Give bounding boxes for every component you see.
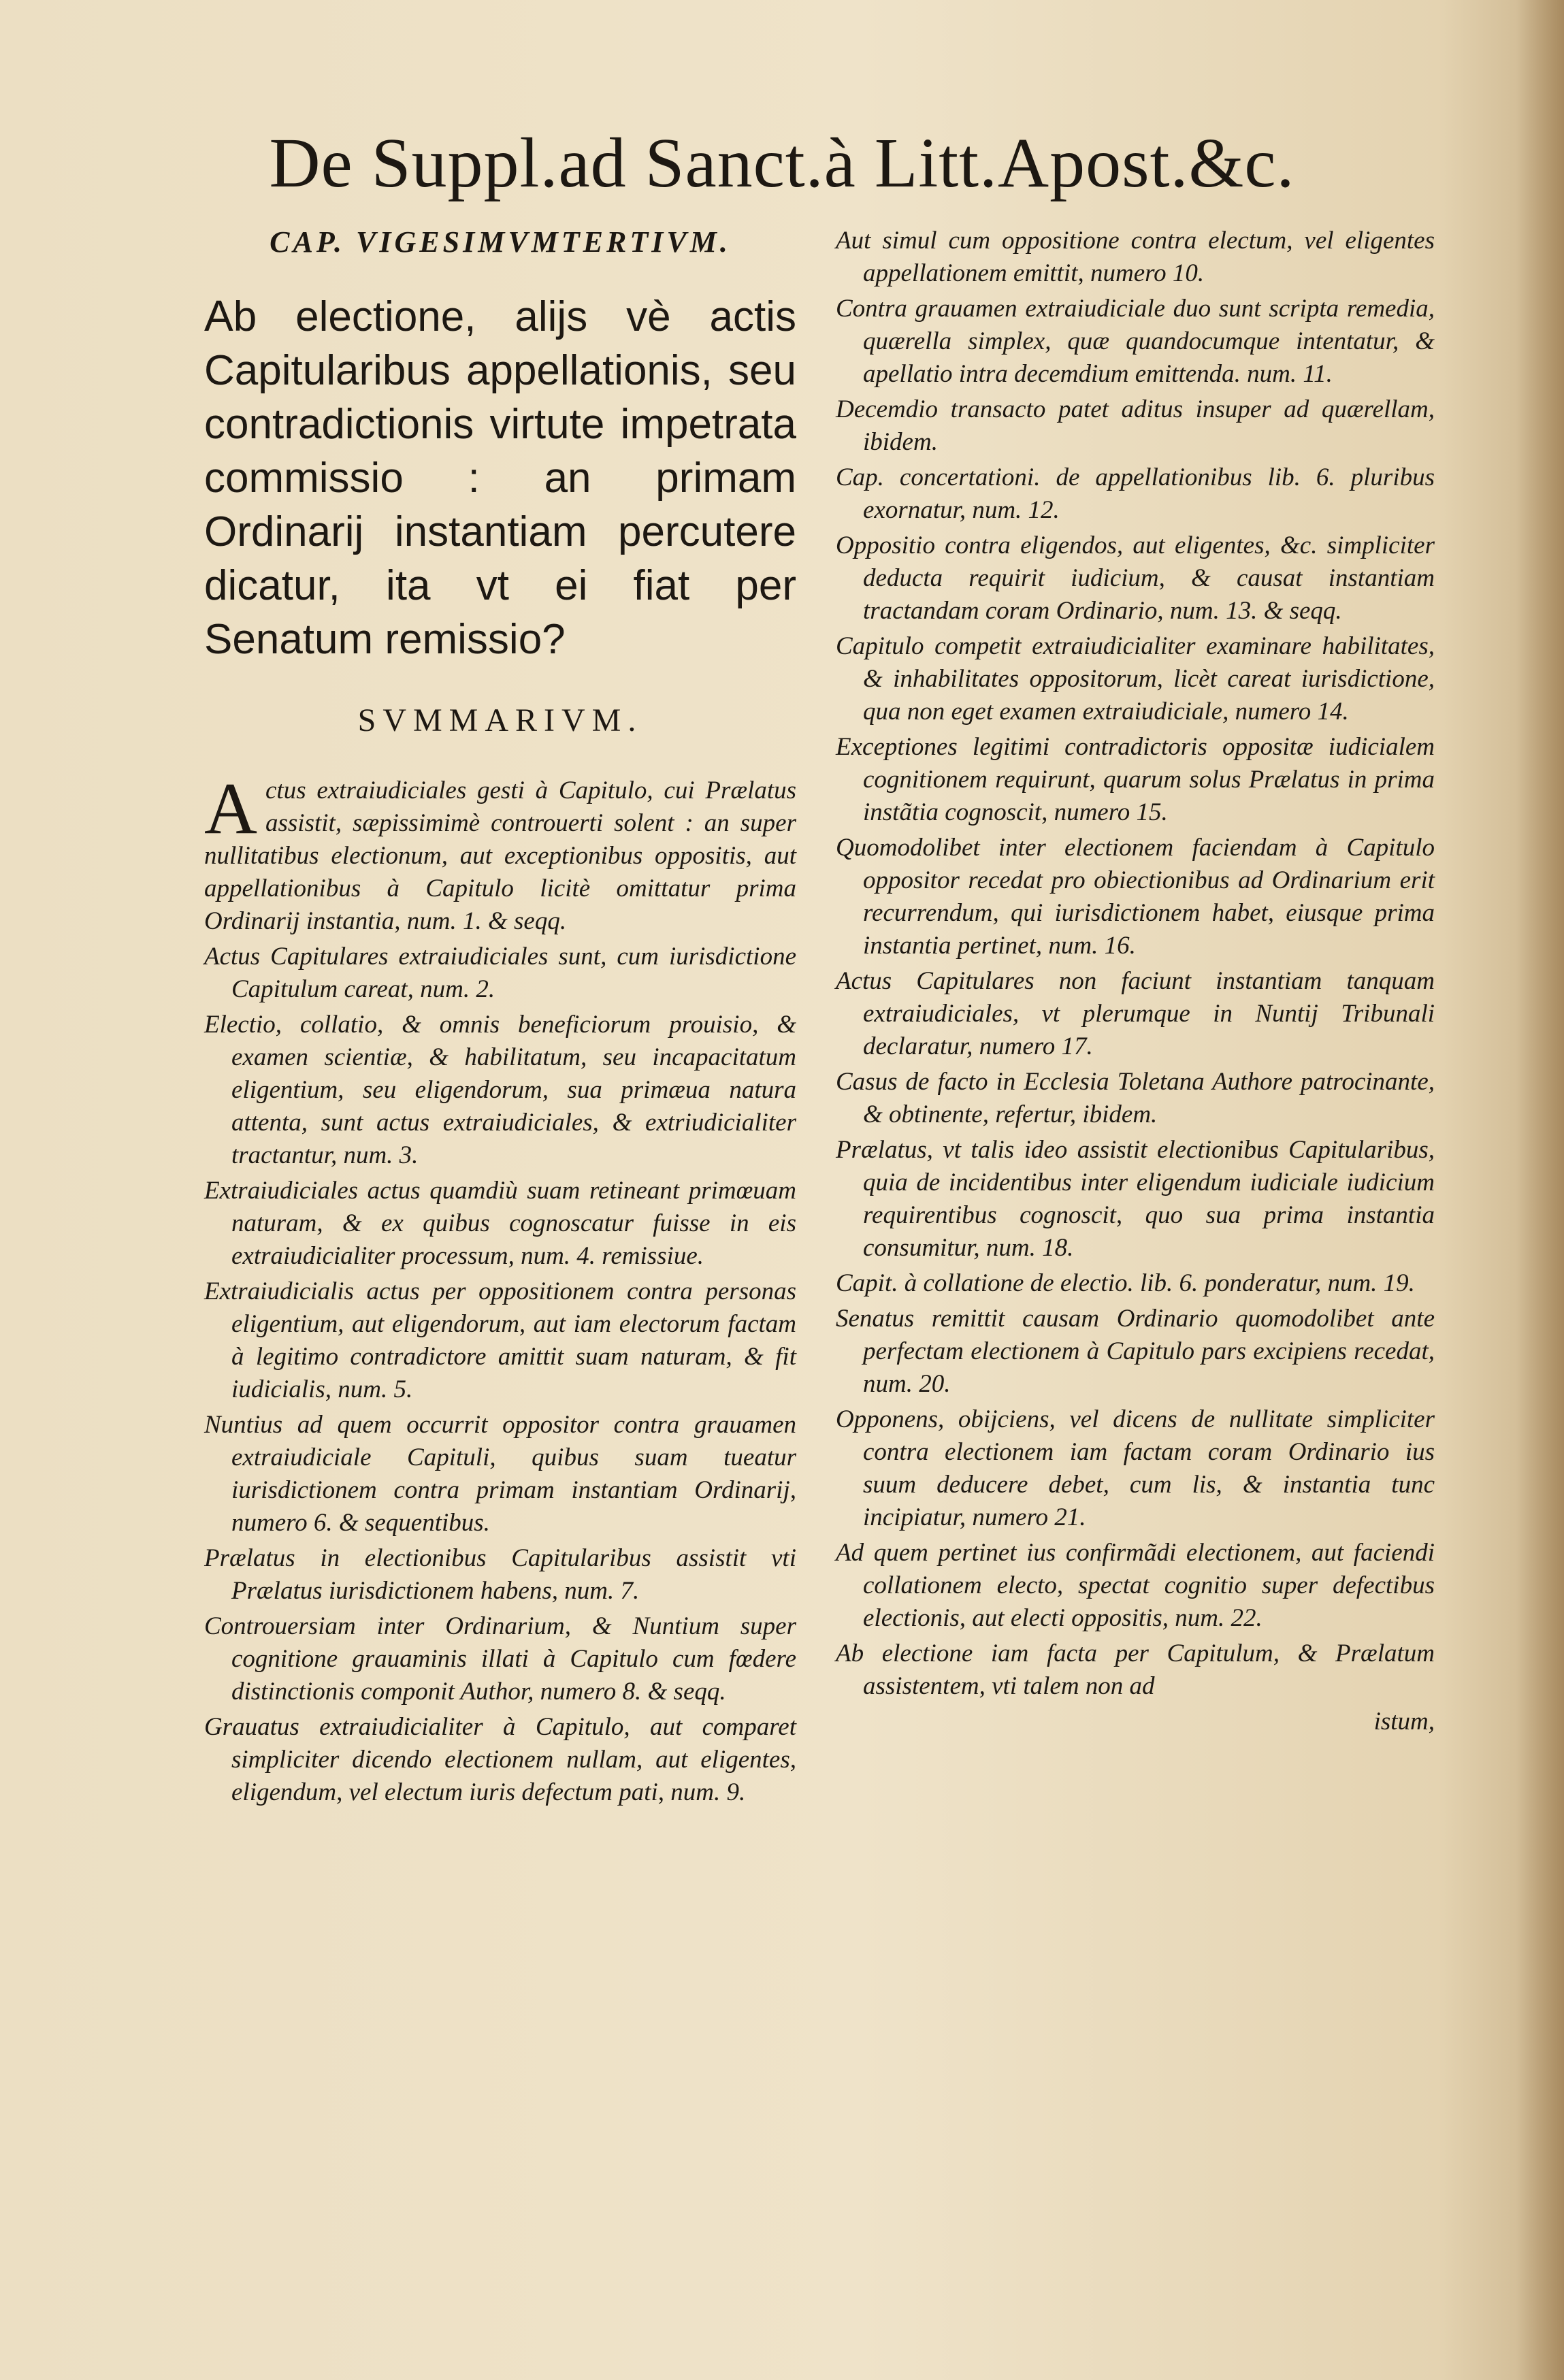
summary-heading: SVMMARIVM. — [357, 702, 643, 738]
question-text: b electione, alijs vè actis Capitularibus appellationis, seu contradictionis virtute impetrata commissio : an primam Ordinarij instantiam percutere dicatur, ita vt ei fiat per Senatum remissio? — [204, 293, 796, 663]
left-column — [204, 225, 796, 1812]
summary-entry: Prælatus in electionibus Capitularibus assistit vti Prælatus iurisdictionem habens, num. 7. — [204, 1544, 796, 1605]
summary-entry: Prælatus, vt talis ideo assistit electionibus Capitularibus, quia de incidentibus inter eligendum iudiciale iudicium requirentibus cognoscit, quo sua prima instantia consumitur, num. 18. — [836, 1136, 1435, 1262]
summary-entry: Actus Capitulares non faciunt instantiam tanquam extraiudiciales, vt plerumque in Nuntij Tribunali declaratur, numero 17. — [836, 967, 1435, 1060]
summary-entry: Ab electione iam facta per Capitulum, & Prælatum assistentem, vti talem non ad — [836, 1640, 1435, 1700]
summary-entry: Decemdio transacto patet aditus insuper ad quærellam, ibidem. — [836, 395, 1435, 456]
summary-entry: Quomodolibet inter electionem faciendam à Capitulo oppositor recedat pro obiectionibus ad Ordinarium erit recurrendum, qui iurisdictionem habet, eiusque prima instantia pertinet, num. 16. — [836, 834, 1435, 960]
summary-entry: Electio, collatio, & omnis beneficiorum prouisio, & examen scientiæ, & habilitatum, seu incapacitatum eligentium, seu eligendorum, sua primæua natura attenta, sunt actus extraiudiciales, & extriudicialiter tractantur, num. 3. — [204, 1011, 796, 1169]
summary-entry: Casus de facto in Ecclesia Toletana Authore patrocinante, & obtinente, refertur, ibidem. — [836, 1068, 1435, 1128]
question-initial: A — [204, 291, 233, 340]
summary-entry: Actus Capitulares extraiudiciales sunt, cum iurisdictione Capitulum careat, num. 2. — [204, 943, 796, 1003]
summary-entry: Exceptiones legitimi contradictoris oppositæ iudicialem cognitionem requirunt, quarum solus Prælatus in prima instãtia cognoscit, numero 15. — [836, 733, 1435, 826]
summary-entry: Extraiudicialis actus per oppositionem contra personas eligentium, aut eligendorum, aut iam electorum factam à legitimo contradictore amittit suam naturam, & fit iudicialis, num. 5. — [204, 1277, 796, 1403]
summary-entry: Capit. à collatione de electio. lib. 6. ponderatur, num. 19. — [836, 1269, 1415, 1297]
summary-entry: Extraiudiciales actus quamdiù suam retineant primœuam naturam, & ex quibus cognoscatur fuisse in eis extraiudicialiter processum, num. 4. remissiue. — [204, 1177, 796, 1270]
summary-entry: Contra grauamen extraiudiciale duo sunt scripta remedia, quærella simplex, quæ quandocumque intentatur, & apellatio intra decemdium emittenda. num. 11. — [836, 295, 1435, 388]
chapter-question — [204, 289, 796, 666]
summary-entry: Nuntius ad quem occurrit oppositor contra grauamen extraiudiciale Capituli, quibus suam tueatur iurisdictionem contra primam instantiam Ordinarij, numero 6. & sequentibus. — [204, 1411, 796, 1537]
summary-list-right — [836, 225, 1435, 1738]
summary-entry: Actus extraiudiciales gesti à Capitulo, cui Prælatus assistit, sæpissimimè controuerti solent : an super nullitatibus electionum, aut exceptionibus oppositis, aut appellationibus à Capitulo licitè omittatur prima Ordinarij instantia, num. 1. & seqq. — [204, 768, 796, 935]
drop-cap: A — [204, 768, 257, 849]
right-column — [836, 225, 1435, 1741]
running-head: De Suppl.ad Sanct.à Litt.Apost.&c. — [269, 124, 1295, 202]
page-edge-shadow — [1516, 0, 1564, 2380]
summary-entry: Controuersiam inter Ordinarium, & Nuntium super cognitione grauaminis illati à Capitulo cum fœdere distinctionis componit Author, numero 8. & seqq. — [204, 1612, 796, 1706]
summary-entry: Aut simul cum oppositione contra electum, vel eligentes appellationem emittit, numero 10. — [836, 227, 1435, 287]
summary-entry: Oppositio contra eligendos, aut eligentes, &c. simpliciter deducta requirit iudicium, & causat instantiam tractandam coram Ordinario, num. 13. & seqq. — [836, 532, 1435, 625]
catchword: istum, — [1373, 1708, 1435, 1735]
summary-entry: Capitulo competit extraiudicialiter examinare habilitates, & inhabilitates oppositorum, licèt careat iurisdictione, qua non eget examen extraiudiciale, numero 14. — [836, 632, 1435, 726]
summary-entry: Senatus remittit causam Ordinario quomodolibet ante perfectam electionem à Capitulo pars excipiens recedat, num. 20. — [836, 1305, 1435, 1398]
summary-entry: Ad quem pertinet ius confirmãdi electionem, aut faciendi collationem electo, spectat cognitio super defectibus electionis, aut electi oppositis, num. 22. — [836, 1539, 1435, 1632]
summary-entry: Opponens, obijciens, vel dicens de nullitate simpliciter contra electionem iam factam coram Ordinario ius suum deducere debet, cum lis, & instantia tunc incipiatur, numero 21. — [836, 1405, 1435, 1531]
summary-list-left — [204, 768, 796, 1809]
chapter-title: CAP. VIGESIMVMTERTIVM. — [270, 225, 731, 259]
summary-entry: Cap. concertationi. de appellationibus lib. 6. pluribus exornatur, num. 12. — [836, 463, 1435, 524]
summary-entry: Grauatus extraiudicialiter à Capitulo, aut comparet simpliciter dicendo electionem nullam, aut eligentes, eligendum, vel electum iuris defectum pati, num. 9. — [204, 1713, 796, 1806]
